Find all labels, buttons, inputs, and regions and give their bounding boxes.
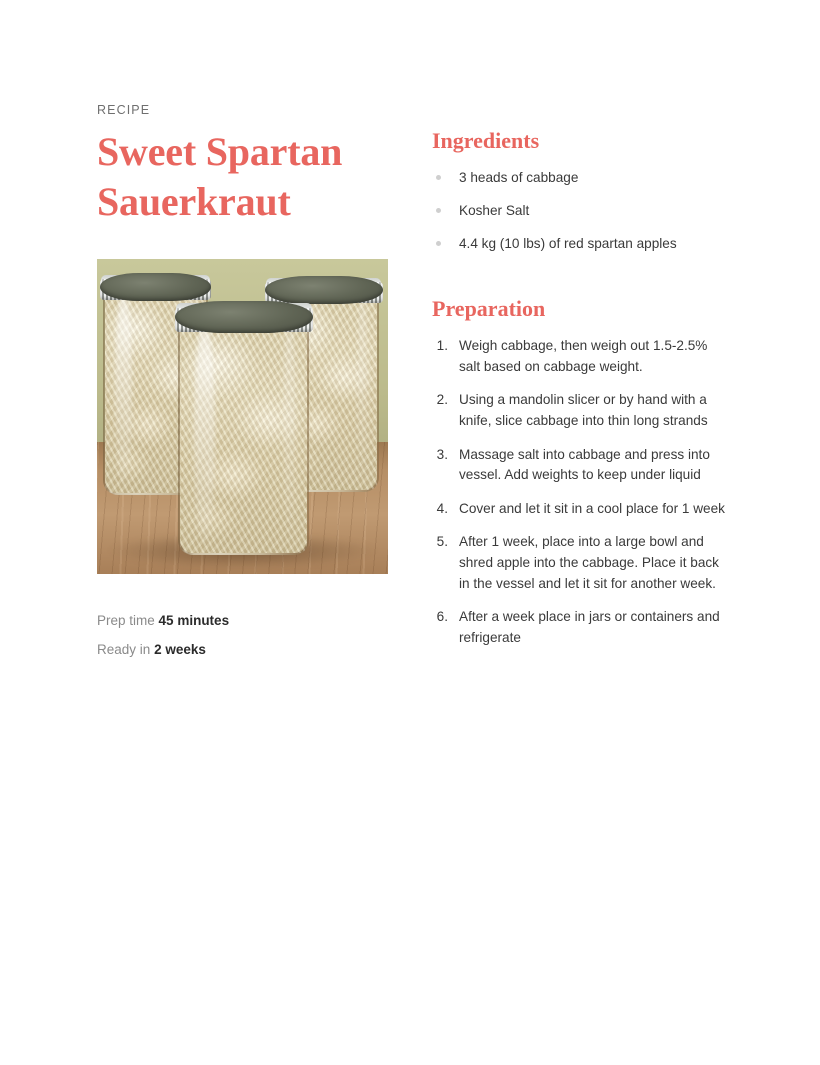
list-item [432,201,732,221]
bullet-icon [436,241,441,246]
glass-highlight [194,318,215,545]
step-text: Weigh cabbage, then weigh out 1.5-2.5% salt based on cabbage weight. [459,337,708,374]
step-text: Using a mandolin slicer or by hand with a knife, slice cabbage into thin long strands [459,392,708,428]
prep-time-row [97,613,397,630]
ingredients-list [432,168,732,253]
list-item [432,445,732,486]
ingredients-heading: Ingredients [432,128,540,153]
step-text: Cover and let it sit in a cool place for 1 week [459,500,725,516]
step-number: 3. [436,446,448,462]
list-item [432,168,732,188]
list-item [432,532,732,594]
step-number: 6. [436,609,448,625]
ingredient-text: 3 heads of cabbage [459,170,579,186]
jar-front-center [178,303,309,555]
ingredient-text: 4.4 kg (10 lbs) of red spartan apples [459,235,677,251]
list-item [432,336,732,377]
ready-in-value: 2 weeks [154,641,206,657]
recipe-meta [97,613,397,671]
preparation-section [432,296,732,649]
step-text: After 1 week, place into a large bowl and shred apple into the cabbage. Place it back in the vessel and let it sit for another week. [459,534,719,591]
jar-lid [265,276,382,304]
ready-in-label: Ready in [97,641,151,657]
recipe-details [432,128,732,662]
prep-time-value: 45 minutes [158,613,230,628]
preparation-heading: Preparation [432,295,546,321]
ready-in-row [97,642,397,659]
recipe-header [97,103,397,228]
list-item [432,390,732,431]
step-number: 1. [436,337,448,353]
jar-lid [100,273,211,302]
bullet-icon [436,175,441,180]
page-title: Sweet Spartan Sauerkraut [97,129,343,225]
photo-canvas [97,259,388,574]
step-number: 5. [436,534,448,550]
step-text: Massage salt into cabbage and press into vessel. Add weights to keep under liquid [459,446,710,483]
list-item [432,234,732,254]
jar-lid [175,301,314,334]
step-text: After a week place in jars or containers and refrigerate [459,609,720,646]
prep-time-label: Prep time [97,613,155,628]
list-item [432,499,732,520]
preparation-steps-list [432,336,732,649]
ingredient-text: Kosher Salt [459,203,530,219]
bullet-icon [436,208,441,213]
list-item [432,607,732,648]
recipe-photo [97,259,388,574]
step-number: 2. [436,392,448,408]
step-number: 4. [436,500,448,516]
jar-glass-body [178,303,309,555]
eyebrow-label: RECIPE [97,103,151,117]
